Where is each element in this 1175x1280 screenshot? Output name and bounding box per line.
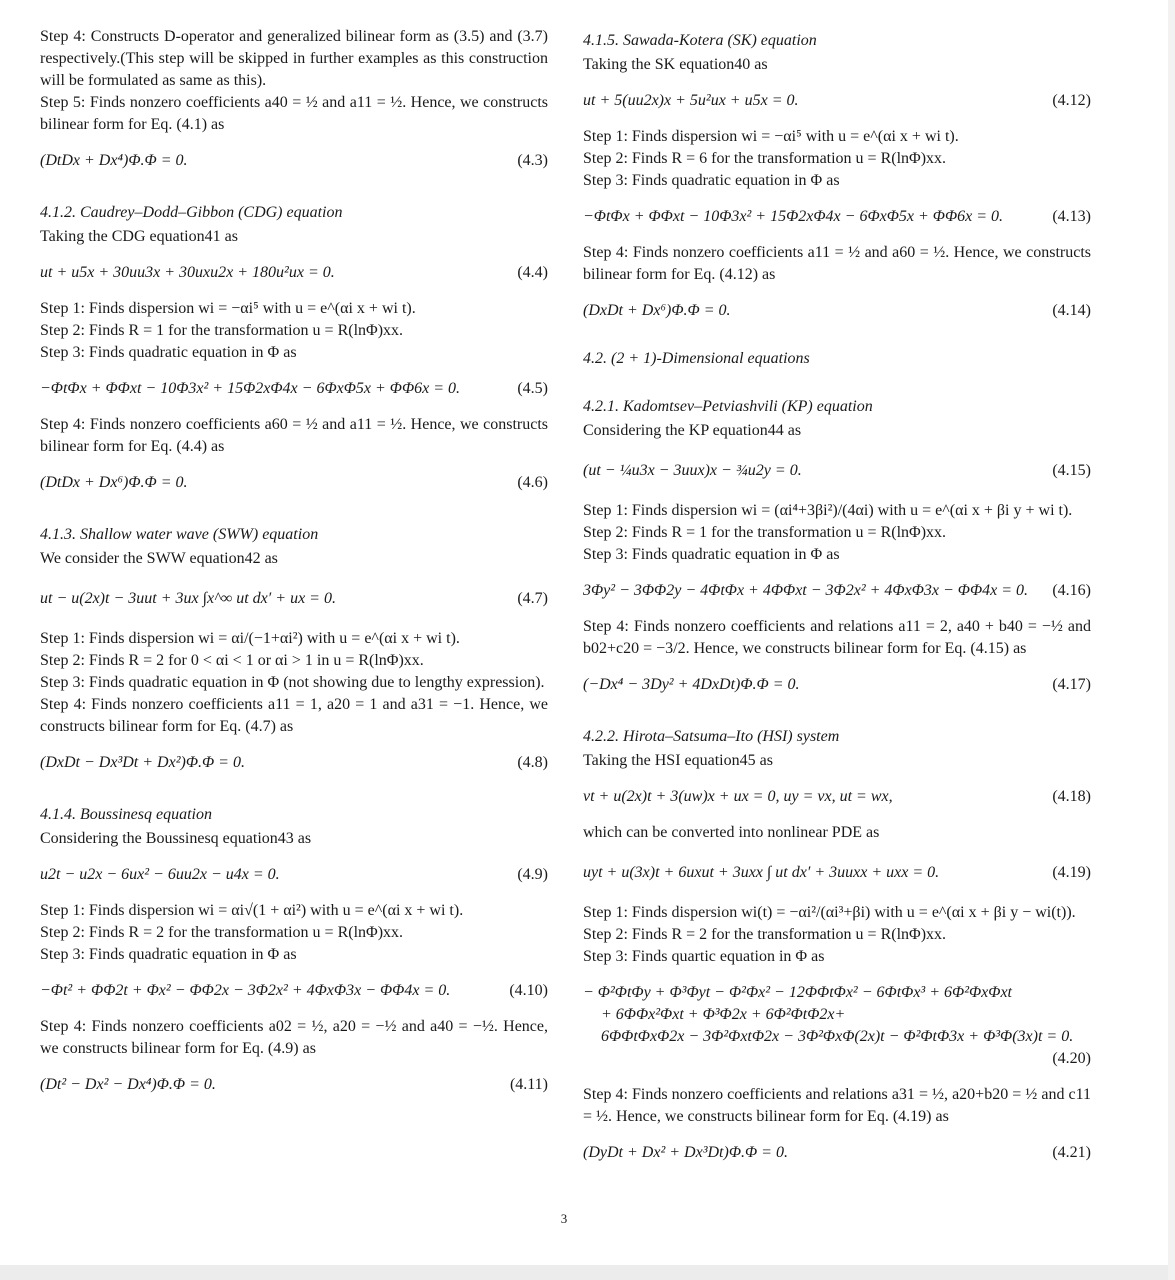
equation-number: (4.19) xyxy=(1052,864,1091,881)
equation-4-10 xyxy=(40,980,548,1002)
sww-intro: We consider the SWW equation42 as xyxy=(40,550,278,567)
boussinesq-step2: Step 2: Finds R = 2 for the transformation u = R(lnΦ)xx. xyxy=(40,924,404,941)
equation-line: − Φ²ΦtΦy + Φ³Φyt − Φ²Φx² − 12ΦΦtΦx² − 6ΦtΦx³ + 6Φ²ΦxΦxt xyxy=(583,984,1012,1001)
equation-4-12 xyxy=(583,90,1091,112)
equation-line: + 6ΦΦx²Φxt + Φ³Φ2x + 6Φ²ΦtΦ2x+ xyxy=(601,1006,846,1023)
cdg-step4: Step 4: Finds nonzero coefficients a60 = ½ and a11 = ½. Hence, we constructs bilinear form for Eq. (4.4) as xyxy=(40,416,548,455)
cdg-step2: Step 2: Finds R = 1 for the transformation u = R(lnΦ)xx. xyxy=(40,322,404,339)
section-4-2-title: 4.2. (2 + 1)-Dimensional equations xyxy=(583,350,810,367)
hsi-intro: Taking the HSI equation45 as xyxy=(583,752,773,769)
equation-number: (4.21) xyxy=(1052,1144,1091,1161)
cdg-step3: Step 3: Finds quadratic equation in Φ as xyxy=(40,344,297,361)
equation-number: (4.11) xyxy=(509,1076,548,1093)
equation-number: (4.3) xyxy=(517,152,548,169)
equation-expr: −ΦtΦx + ΦΦxt − 10Φ3x² + 15Φ2xΦ4x − 6ΦxΦ5x + ΦΦ6x = 0. xyxy=(40,380,461,397)
sk-step2: Step 2: Finds R = 6 for the transformation u = R(lnΦ)xx. xyxy=(583,150,947,167)
equation-line: 6ΦΦtΦxΦ2x − 3Φ²ΦxtΦ2x − 3Φ²ΦxΦ(2x)t − Φ²ΦtΦ3x + Φ³Φ(3x)t = 0. xyxy=(601,1028,1074,1045)
hsi-convert-text: which can be converted into nonlinear PDE as xyxy=(583,824,880,841)
equation-4-11 xyxy=(40,1074,548,1096)
equation-4-17 xyxy=(583,674,1091,696)
kp-step3: Step 3: Finds quadratic equation in Φ as xyxy=(583,546,840,563)
equation-4-4 xyxy=(40,262,548,284)
equation-number: (4.6) xyxy=(517,474,548,491)
equation-expr: −ΦtΦx + ΦΦxt − 10Φ3x² + 15Φ2xΦ4x − 6ΦxΦ5x + ΦΦ6x = 0. xyxy=(583,208,1004,225)
equation-expr: ut + u5x + 30uu3x + 30uxu2x + 180u²ux = 0. xyxy=(40,264,335,281)
equation-expr: −Φt² + ΦΦ2t + Φx² − ΦΦ2x − 3Φ2x² + 4ΦxΦ3x − ΦΦ4x = 0. xyxy=(40,982,451,999)
sww-step2: Step 2: Finds R = 2 for 0 < αi < 1 or αi > 1 in u = R(lnΦ)xx. xyxy=(40,652,424,669)
viewer-bottom-bar xyxy=(0,1265,1175,1280)
hsi-step1: Step 1: Finds dispersion wi(t) = −αi²/(αi³+βi) with u = e^(αi x + βi y − wi(t)). xyxy=(583,904,1076,921)
equation-number: (4.4) xyxy=(517,264,548,281)
kp-title: 4.2.1. Kadomtsev–Petviashvili (KP) equation xyxy=(583,398,873,415)
equation-expr: vt + u(2x)t + 3(uw)x + ux = 0, uy = vx, ut = wx, xyxy=(583,788,893,805)
cdg-title: 4.1.2. Caudrey–Dodd–Gibbon (CDG) equation xyxy=(40,204,343,221)
equation-number: (4.18) xyxy=(1052,788,1091,805)
equation-4-19 xyxy=(583,862,1091,884)
equation-expr: (DtDx + Dx⁶)Φ.Φ = 0. xyxy=(40,474,188,491)
equation-4-5 xyxy=(40,378,548,400)
equation-number: (4.10) xyxy=(509,982,548,999)
equation-4-16 xyxy=(583,580,1091,602)
equation-number: (4.17) xyxy=(1052,676,1091,693)
equation-expr: 3Φy² − 3ΦΦ2y − 4ΦtΦx + 4ΦΦxt − 3Φ2x² + 4ΦxΦ3x − ΦΦ4x = 0. xyxy=(583,582,1029,599)
equation-4-14 xyxy=(583,300,1091,322)
equation-number: (4.15) xyxy=(1052,462,1091,479)
equation-expr: (DxDt + Dx⁶)Φ.Φ = 0. xyxy=(583,302,731,319)
equation-expr: uyt + u(3x)t + 6uxut + 3uxx ∫ ut dx′ + 3uuxx + uxx = 0. xyxy=(583,864,940,881)
equation-number: (4.14) xyxy=(1052,302,1091,319)
boussinesq-intro: Considering the Boussinesq equation43 as xyxy=(40,830,312,847)
hsi-step4: Step 4: Finds nonzero coefficients and relations a31 = ½, a20+b20 = ½ and c11 = ½. Hence, we constructs bilinear form for Eq. (4.19) as xyxy=(583,1086,1091,1125)
sk-intro: Taking the SK equation40 as xyxy=(583,56,768,73)
kp-step2: Step 2: Finds R = 1 for the transformation u = R(lnΦ)xx. xyxy=(583,524,947,541)
viewer-scrollbar-track[interactable] xyxy=(1168,0,1175,1280)
kp-step1: Step 1: Finds dispersion wi = (αi⁴+3βi²)/(4αi) with u = e^(αi x + βi y + wi t). xyxy=(583,502,1073,519)
boussinesq-step1: Step 1: Finds dispersion wi = αi√(1 + αi²) with u = e^(αi x + wi t). xyxy=(40,902,464,919)
kp-step4: Step 4: Finds nonzero coefficients and relations a11 = 2, a40 + b40 = −½ and b02+c20 = −3/2. Hence, we constructs bilinear form for Eq. (4.15) as xyxy=(583,618,1091,657)
equation-expr: (DtDx + Dx⁴)Φ.Φ = 0. xyxy=(40,152,188,169)
equation-expr: ut + 5(uu2x)x + 5u²ux + u5x = 0. xyxy=(583,92,799,109)
equation-number: (4.9) xyxy=(517,866,548,883)
sww-title: 4.1.3. Shallow water wave (SWW) equation xyxy=(40,526,319,543)
sww-step3: Step 3: Finds quadratic equation in Φ (not showing due to lengthy expression). xyxy=(40,674,545,691)
left-column xyxy=(40,26,548,1110)
equation-expr: (−Dx⁴ − 3Dy² + 4DxDt)Φ.Φ = 0. xyxy=(583,676,800,693)
right-column xyxy=(583,26,1091,1178)
sk-step1: Step 1: Finds dispersion wi = −αi⁵ with u = e^(αi x + wi t). xyxy=(583,128,959,145)
equation-expr: (Dt² − Dx² − Dx⁴)Φ.Φ = 0. xyxy=(40,1076,216,1093)
sk-step3: Step 3: Finds quadratic equation in Φ as xyxy=(583,172,840,189)
equation-expr: (DyDt + Dx² + Dx³Dt)Φ.Φ = 0. xyxy=(583,1144,788,1161)
hsi-step2: Step 2: Finds R = 2 for the transformation u = R(lnΦ)xx. xyxy=(583,926,947,943)
sk-step4: Step 4: Finds nonzero coefficients a11 = ½ and a60 = ½. Hence, we constructs bilinear form for Eq. (4.12) as xyxy=(583,244,1091,283)
page-number: 3 xyxy=(560,1211,568,1226)
equation-4-8 xyxy=(40,752,548,774)
equation-number: (4.12) xyxy=(1052,92,1091,109)
boussinesq-step4: Step 4: Finds nonzero coefficients a02 = ½, a20 = −½ and a40 = −½. Hence, we constructs bilinear form for Eq. (4.9) as xyxy=(40,1018,548,1057)
equation-4-21 xyxy=(583,1142,1091,1164)
equation-number: (4.20) xyxy=(1052,1050,1091,1067)
equation-4-9 xyxy=(40,864,548,886)
equation-expr: u2t − u2x − 6ux² − 6uu2x − u4x = 0. xyxy=(40,866,280,883)
hsi-title: 4.2.2. Hirota–Satsuma–Ito (HSI) system xyxy=(583,728,840,745)
equation-4-18 xyxy=(583,786,1091,808)
equation-4-13 xyxy=(583,206,1091,228)
equation-4-3 xyxy=(40,150,548,172)
equation-number: (4.8) xyxy=(517,754,548,771)
sww-step1: Step 1: Finds dispersion wi = αi/(−1+αi²) with u = e^(αi x + wi t). xyxy=(40,630,460,647)
kp-intro: Considering the KP equation44 as xyxy=(583,422,802,439)
equation-number: (4.7) xyxy=(517,590,548,607)
equation-4-20 xyxy=(583,982,1091,1070)
equation-number: (4.16) xyxy=(1052,582,1091,599)
equation-expr: ut − u(2x)t − 3uut + 3ux ∫x^∞ ut dx′ + ux = 0. xyxy=(40,590,336,607)
boussinesq-title: 4.1.4. Boussinesq equation xyxy=(40,806,212,823)
equation-expr: (ut − ¼u3x − 3uux)x − ¾u2y = 0. xyxy=(583,462,802,479)
sww-step4: Step 4: Finds nonzero coefficients a11 = 1, a20 = 1 and a31 = −1. Hence, we constructs bilinear form for Eq. (4.7) as xyxy=(40,696,548,735)
equation-expr: (DxDt − Dx³Dt + Dx²)Φ.Φ = 0. xyxy=(40,754,245,771)
equation-4-6 xyxy=(40,472,548,494)
boussinesq-step3: Step 3: Finds quadratic equation in Φ as xyxy=(40,946,297,963)
equation-number: (4.13) xyxy=(1052,208,1091,225)
intro-step5: Step 5: Finds nonzero coefficients a40 = ½ and a11 = ½. Hence, we constructs bilinear form for Eq. (4.1) as xyxy=(40,94,548,133)
equation-4-15 xyxy=(583,460,1091,482)
equation-number: (4.5) xyxy=(517,380,548,397)
cdg-intro: Taking the CDG equation41 as xyxy=(40,228,238,245)
cdg-step1: Step 1: Finds dispersion wi = −αi⁵ with u = e^(αi x + wi t). xyxy=(40,300,416,317)
equation-4-7 xyxy=(40,588,548,610)
intro-step4: Step 4: Constructs D-operator and generalized bilinear form as (3.5) and (3.7) respectively.(This step will be skipped in further examples as this construction will be formulated as same as this). xyxy=(40,28,548,89)
sk-title: 4.1.5. Sawada-Kotera (SK) equation xyxy=(583,32,817,49)
hsi-step3: Step 3: Finds quartic equation in Φ as xyxy=(583,948,825,965)
